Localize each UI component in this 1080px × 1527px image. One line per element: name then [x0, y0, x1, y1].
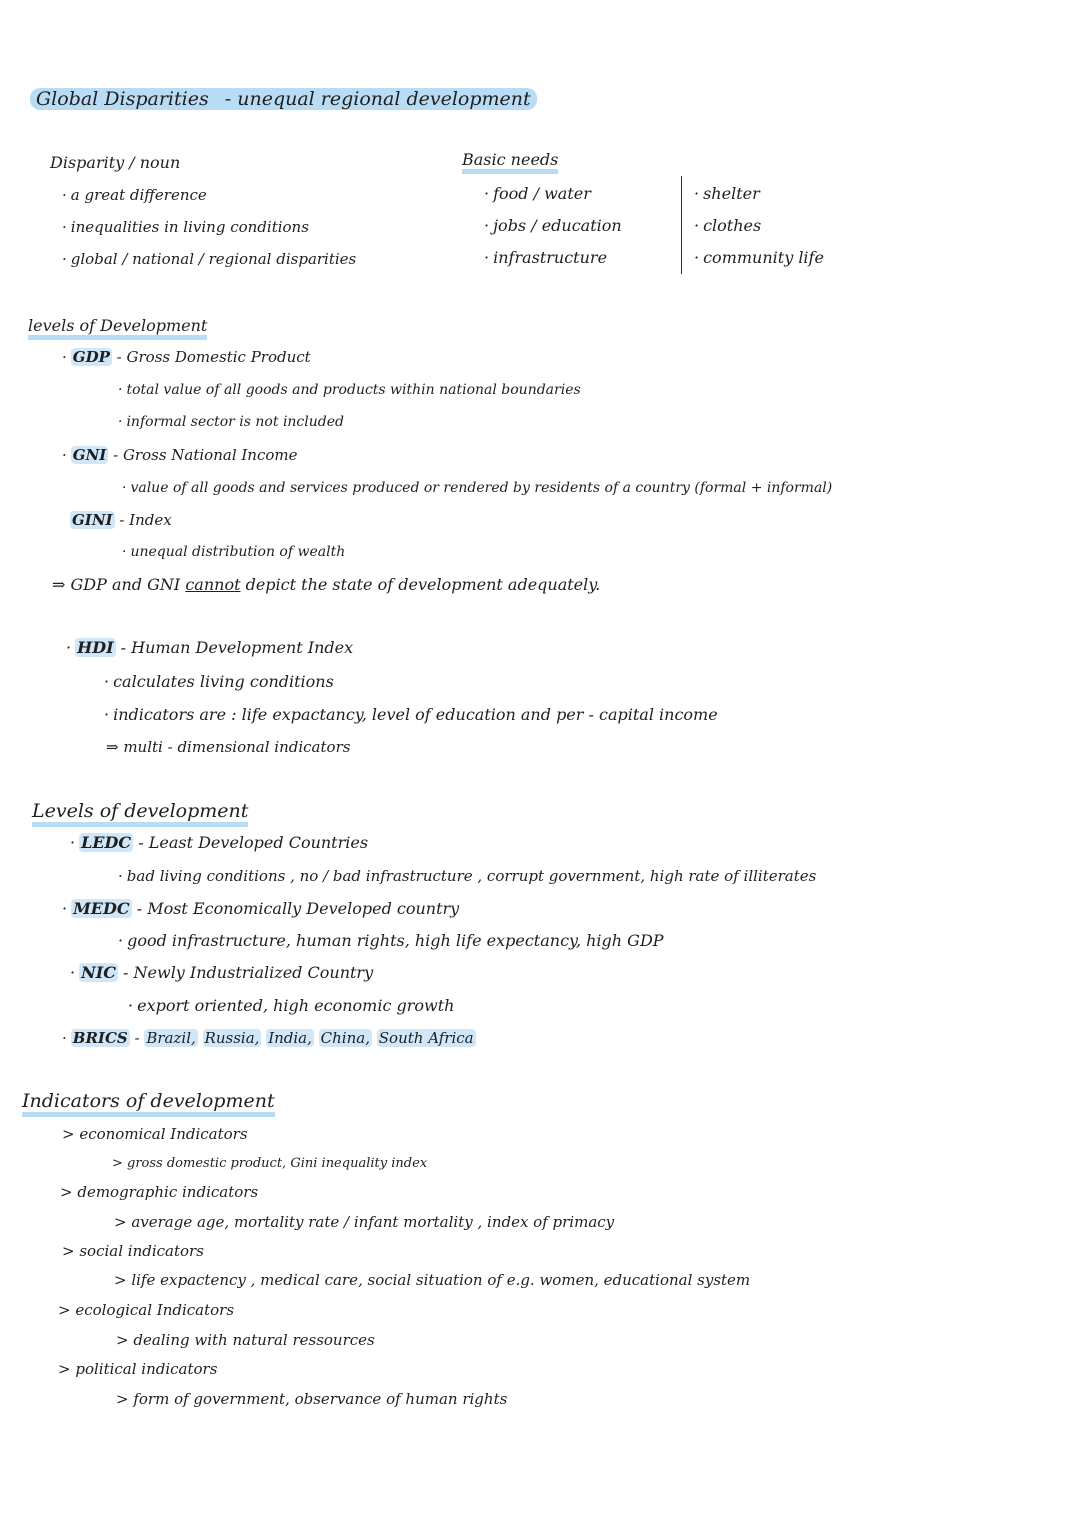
indicator-group: > political indicators: [58, 1360, 218, 1378]
gini-item: · unequal distribution of wealth: [122, 544, 345, 560]
indicator-group: > ecological Indicators: [58, 1301, 235, 1319]
gni-item: · value of all goods and services produced or rendered by residents of a country (formal + informal): [122, 480, 832, 496]
nic-abbr: NIC: [81, 963, 116, 982]
brics-line: [62, 1029, 476, 1047]
title-sub: - unequal regional development: [224, 88, 531, 110]
brics-country: Russia,: [204, 1029, 260, 1047]
medc-full: - Most Economically Developed country: [136, 899, 460, 918]
brics-abbr: BRICS: [72, 1029, 128, 1047]
conclusion-post: depict the state of development adequately.: [245, 575, 601, 594]
gni-abbr: GNI: [72, 446, 107, 464]
gini-abbr: GINI: [72, 511, 113, 529]
gdp-line: [62, 348, 311, 366]
levels-development-heading-text: Levels of development: [32, 800, 248, 827]
hdi-conclusion: ⇒ multi - dimensional indicators: [106, 738, 351, 756]
basic-need-item: · jobs / education: [484, 216, 622, 235]
indicator-detail: > form of government, observance of human rights: [116, 1390, 508, 1408]
gni-line: [62, 446, 298, 464]
hdi-line: [66, 638, 353, 657]
disparity-item: · inequalities in living conditions: [62, 218, 309, 236]
disparity-item: · a great difference: [62, 186, 207, 204]
basic-need-item: · shelter: [694, 184, 760, 203]
indicator-group: > demographic indicators: [60, 1183, 259, 1201]
ledc-abbr: LEDC: [81, 833, 132, 852]
indicator-detail: > average age, mortality rate / infant mortality , index of primacy: [114, 1213, 615, 1231]
nic-full: - Newly Industrialized Country: [123, 963, 374, 982]
basic-need-item: · food / water: [484, 184, 591, 203]
ledc-full: - Least Developed Countries: [138, 833, 369, 852]
ledc-item: · bad living conditions , no / bad infrastructure , corrupt government, high rate of illiterates: [118, 867, 816, 885]
conclusion-cannot: cannot: [185, 575, 241, 594]
title-highlight: [30, 88, 537, 110]
gdp-gni-conclusion: [52, 575, 600, 594]
indicator-group: > social indicators: [62, 1242, 204, 1260]
levels-development-heading: [32, 800, 248, 822]
basic-needs-divider: [681, 176, 682, 274]
indicator-group: > economical Indicators: [62, 1125, 248, 1143]
gdp-full: - Gross Domestic Product: [116, 348, 311, 366]
gdp-item: · informal sector is not included: [118, 414, 344, 430]
page-title: [30, 88, 537, 110]
basic-needs-heading: [462, 150, 558, 169]
brics-country: India,: [268, 1029, 312, 1047]
brics-dash: -: [134, 1029, 140, 1047]
levels-heading-text: levels of Development: [28, 316, 207, 340]
conclusion-pre: ⇒ GDP and GNI: [52, 575, 181, 594]
medc-item: · good infrastructure, human rights, high life expectancy, high GDP: [118, 931, 664, 950]
gini-line: [70, 511, 172, 529]
medc-abbr: MEDC: [73, 899, 130, 918]
basic-need-item: · infrastructure: [484, 248, 607, 267]
hdi-item: · calculates living conditions: [104, 672, 334, 691]
brics-country: South Africa: [378, 1029, 474, 1047]
gdp-item: · total value of all goods and products within national boundaries: [118, 382, 581, 398]
indicator-detail: > life expactency , medical care, social situation of e.g. women, educational system: [114, 1271, 751, 1289]
indicators-heading-text: Indicators of development: [22, 1090, 275, 1117]
disparity-item: · global / national / regional disparities: [62, 250, 356, 268]
disparity-heading: Disparity / noun: [50, 153, 181, 172]
basic-needs-heading-text: Basic needs: [462, 150, 558, 174]
indicators-heading: [22, 1090, 275, 1112]
title-main: Global Disparities: [36, 88, 209, 110]
gni-full: - Gross National Income: [113, 446, 298, 464]
brics-country: Brazil,: [146, 1029, 196, 1047]
indicator-detail: > dealing with natural ressources: [116, 1331, 375, 1349]
gdp-abbr: GDP: [72, 348, 110, 366]
nic-item: · export oriented, high economic growth: [128, 996, 454, 1015]
levels-heading: [28, 316, 207, 335]
medc-line: [62, 899, 459, 918]
brics-country: China,: [320, 1029, 370, 1047]
nic-line: [70, 963, 373, 982]
basic-need-item: · clothes: [694, 216, 761, 235]
gini-full: - Index: [119, 511, 172, 529]
hdi-abbr: HDI: [77, 638, 114, 657]
basic-need-item: · community life: [694, 248, 824, 267]
hdi-full: - Human Development Index: [120, 638, 354, 657]
indicator-detail: > gross domestic product, Gini inequality index: [112, 1156, 428, 1171]
ledc-line: [70, 833, 368, 852]
hdi-item: · indicators are : life expactancy, level of education and per - capital income: [104, 705, 718, 724]
